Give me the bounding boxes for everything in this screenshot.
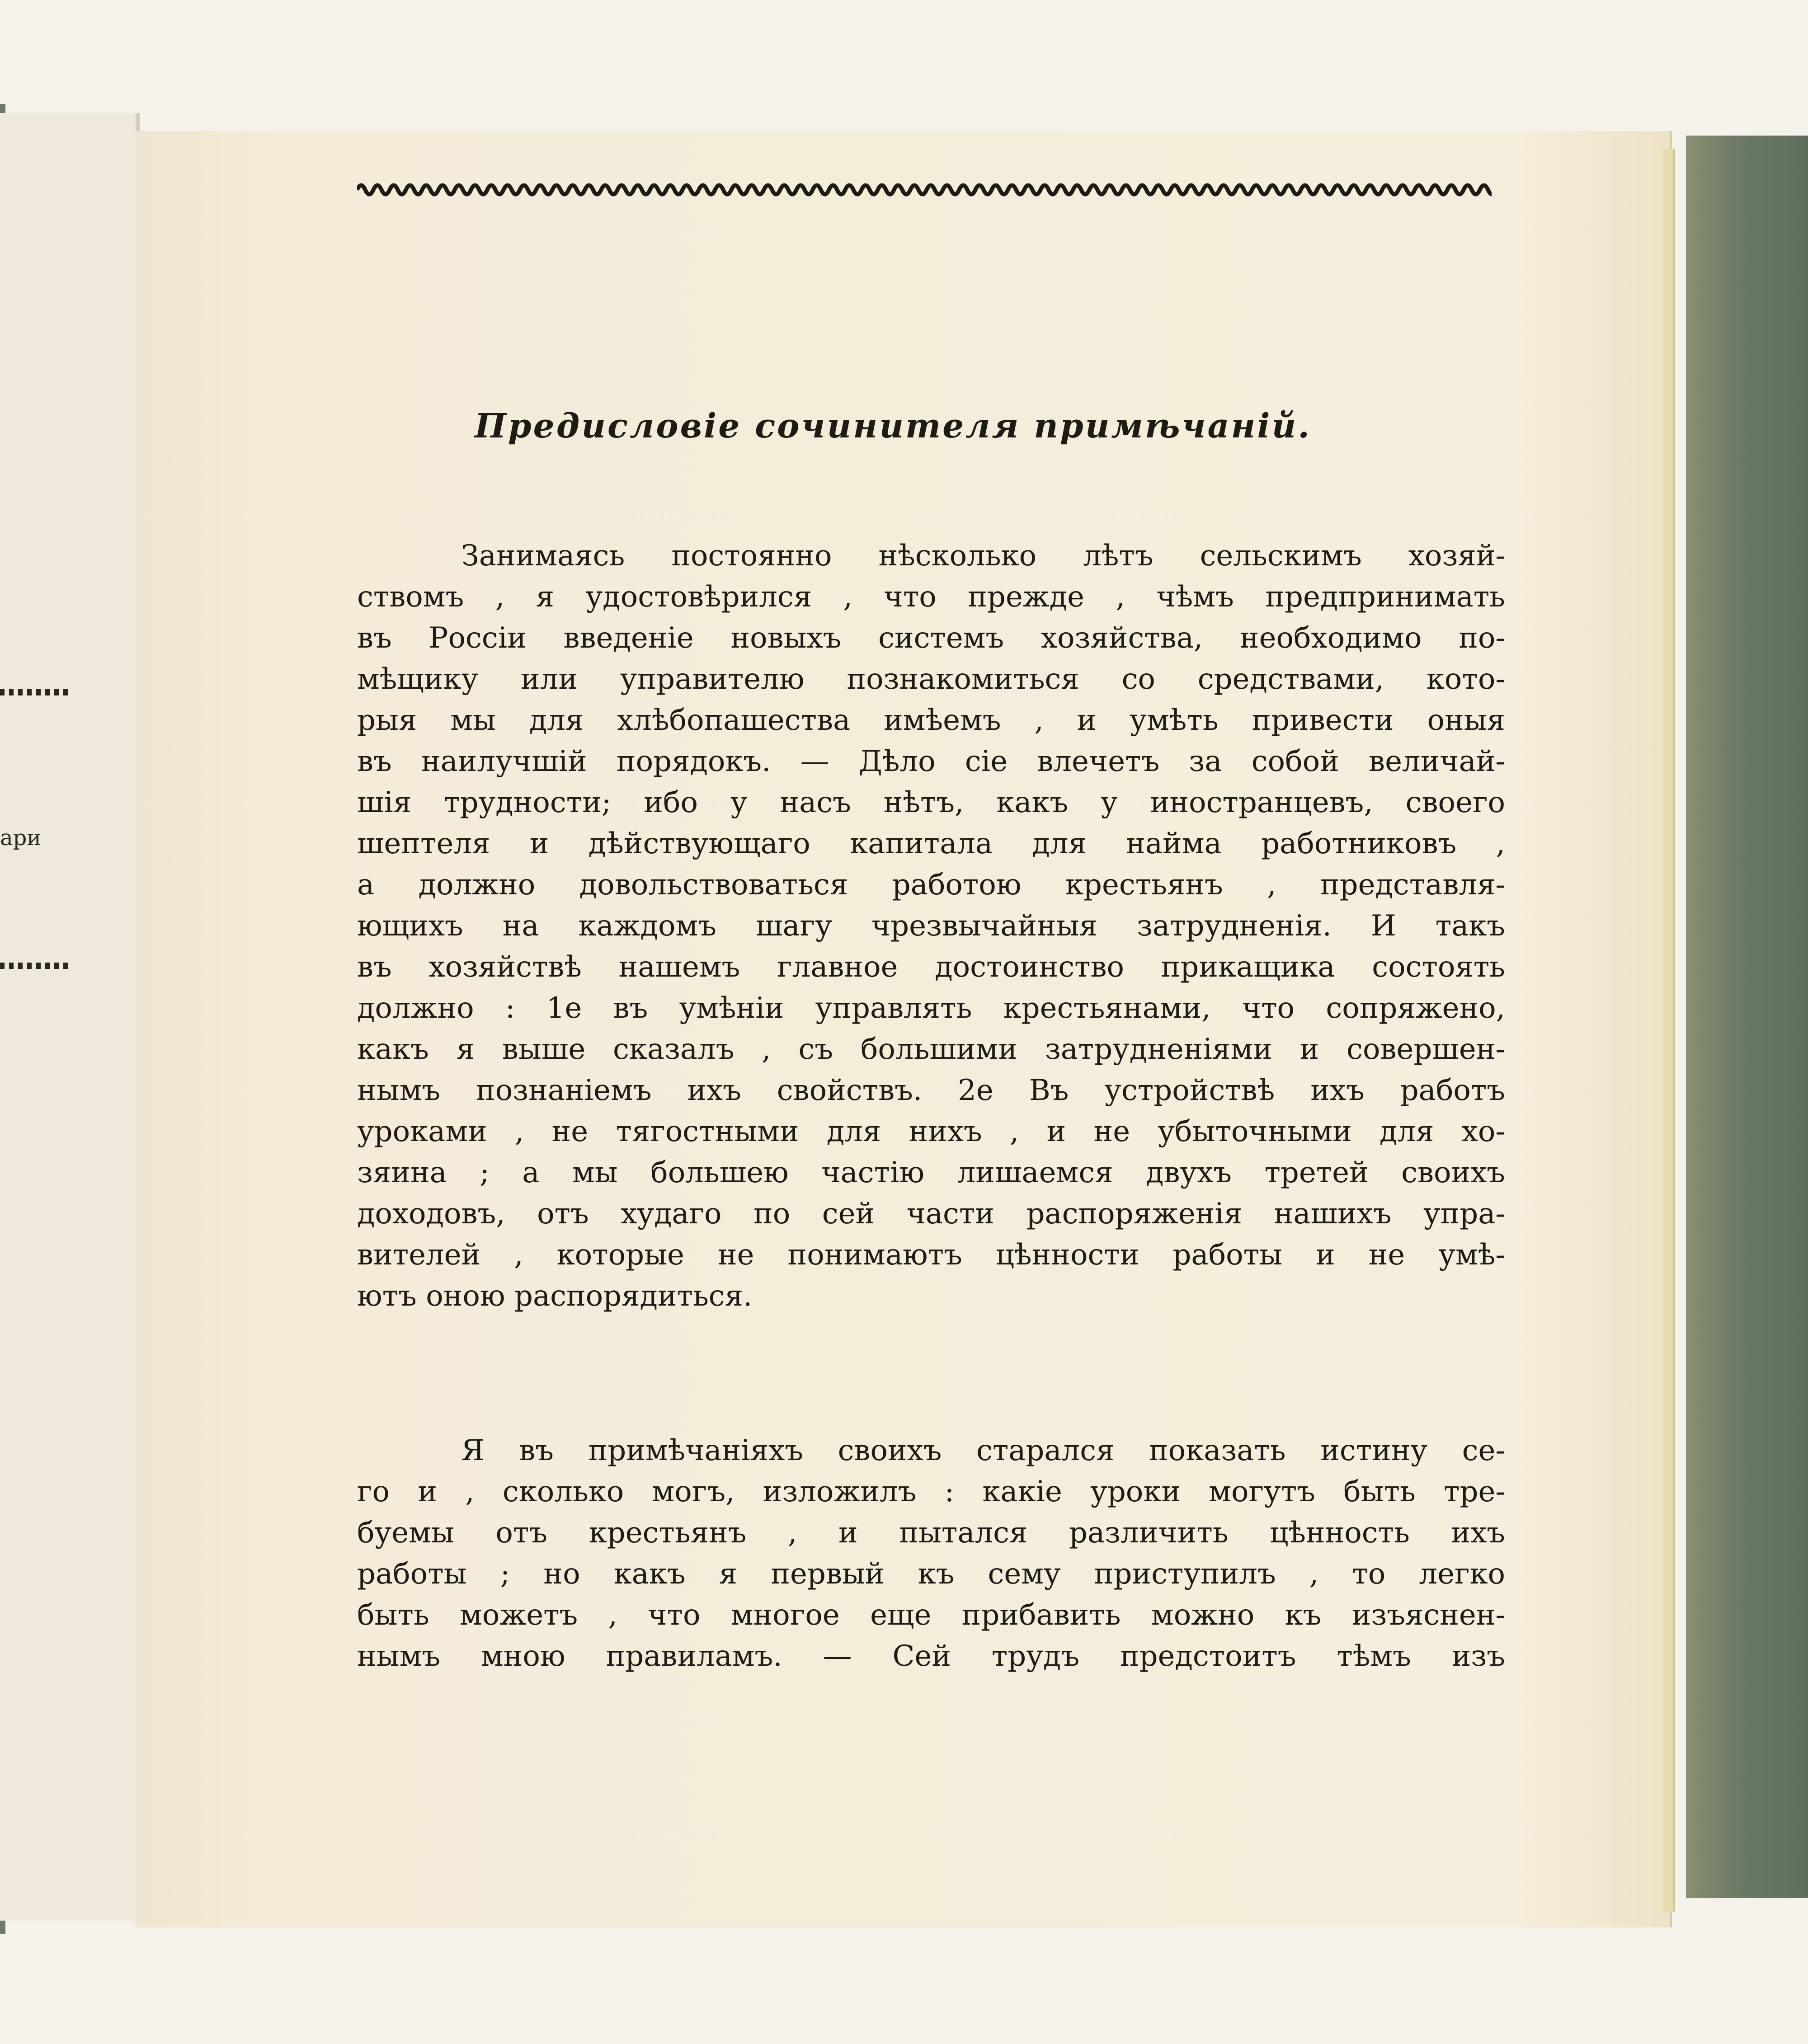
previous-page-edge — [0, 113, 140, 1921]
text-line: въ хозяйствѣ нашемъ главное достоинство прикащика состоять — [357, 950, 1505, 984]
text-line: мѣщику или управителю познакомиться со средствами, кото- — [357, 663, 1505, 696]
text-line: Я въ примѣчаніяхъ своихъ старался показать истину се- — [461, 1434, 1505, 1467]
text-line: нымъ мною правиламъ. — Сей трудъ предстоитъ тѣмъ изъ — [357, 1640, 1505, 1673]
text-line: какъ я выше сказалъ , съ большими затрудненіями и совершен- — [357, 1033, 1505, 1066]
text-line: ющихъ на каждомъ шагу чрезвычайныя затрудненія. И такъ — [357, 909, 1505, 943]
text-line: вителей , которые не понимаютъ цѣнности работы и не умѣ- — [357, 1238, 1505, 1272]
left-page-rule-top — [0, 689, 68, 695]
text-line: доходовъ, отъ худаго по сей части распоряженія нашихъ упра- — [357, 1197, 1505, 1231]
text-line: шептеля и дѣйствующаго капитала для найма работниковъ , — [357, 827, 1505, 860]
left-page-fragment: ари — [0, 825, 42, 850]
text-line: должно : 1е въ умѣніи управлять крестьянами, что сопряжено, — [357, 991, 1505, 1025]
page-stack-edge — [1663, 149, 1675, 1912]
text-line: шія трудности; ибо у насъ нѣтъ, какъ у иностранцевъ, своего — [357, 786, 1505, 819]
paragraph-1 — [357, 536, 1505, 1317]
page-title: Предисловіе сочинителя примѣчаній. — [475, 407, 1312, 446]
text-line: ствомъ , я удостовѣрился , что прежде , чѣмъ предпринимать — [357, 580, 1505, 614]
paragraph-2 — [357, 1430, 1505, 1677]
decorative-wavy-rule — [357, 179, 1492, 201]
text-line: ютъ оною распорядиться. — [357, 1279, 753, 1313]
text-line: зяина ; а мы большею частію лишаемся двухъ третей своихъ — [357, 1156, 1505, 1189]
text-line: въ наилучшій порядокъ. — Дѣло сіе влечетъ за собой величай- — [357, 745, 1505, 778]
text-line: го и , сколько могъ, изложилъ : какіе уроки могутъ быть тре- — [357, 1475, 1505, 1508]
text-line: а должно довольствоваться работою крестьянъ , представля- — [357, 868, 1505, 902]
left-page-rule-bottom — [0, 963, 68, 969]
text-line: нымъ познаніемъ ихъ свойствъ. 2е Въ устройствѣ ихъ работъ — [357, 1074, 1505, 1107]
text-line: буемы отъ крестьянъ , и пытался различить цѣнность ихъ — [357, 1516, 1505, 1550]
text-line: уроками , не тягостными для нихъ , и не убыточными для хо- — [357, 1115, 1505, 1148]
text-line: рыя мы для хлѣбопашества имѣемъ , и умѣть привести оныя — [357, 704, 1505, 737]
text-line: въ Россіи введеніе новыхъ системъ хозяйства, необходимо по- — [357, 621, 1505, 655]
text-line: быть можетъ , что многое еще прибавить можно къ изъяснен- — [357, 1598, 1505, 1632]
text-line: работы ; но какъ я первый къ сему приступилъ , то легко — [357, 1557, 1505, 1591]
text-line: Занимаясь постоянно нѣсколько лѣтъ сельскимъ хозяй- — [461, 539, 1505, 573]
right-book-cover — [1686, 136, 1808, 1898]
